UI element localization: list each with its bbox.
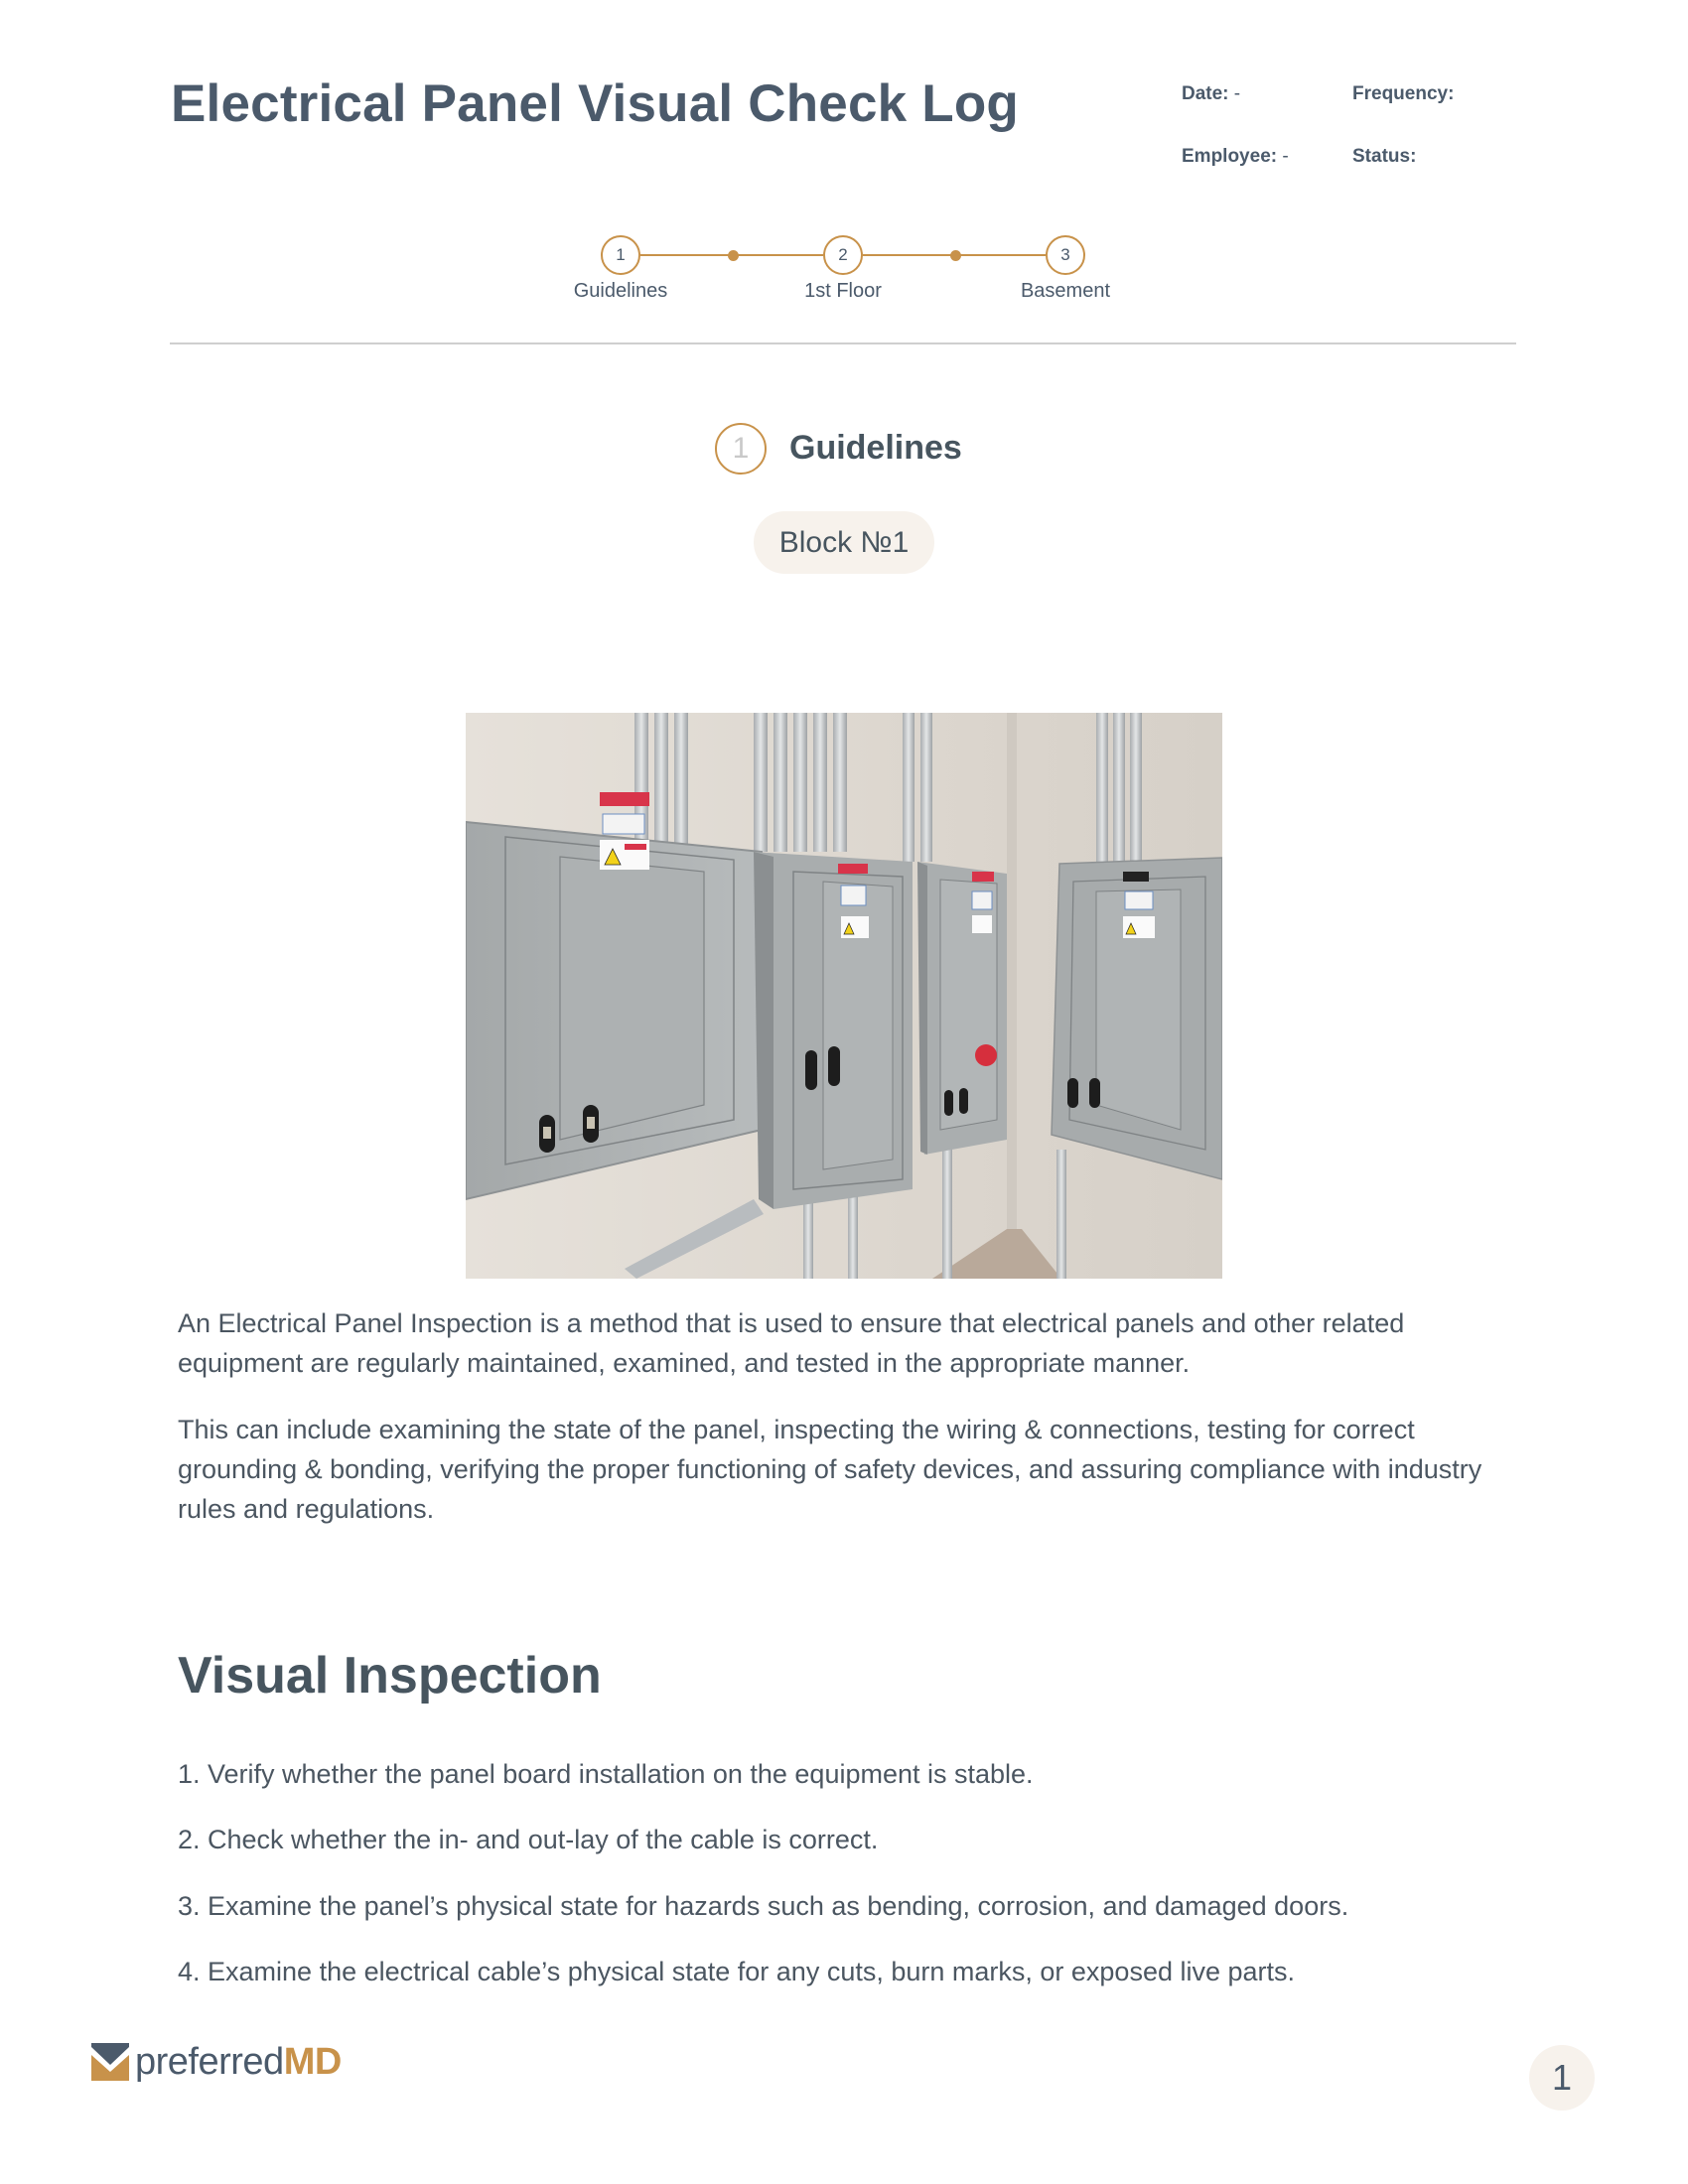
block-badge [754, 511, 934, 574]
intro-paragraph-2: This can include examining the state of the panel, inspecting the wiring & connections, testing for correct grounding & bonding, verifying the proper functioning of safety devices, and assuring compliance with industry rules and regulations. [178, 1415, 1482, 1524]
header-divider [170, 342, 1516, 344]
status-label: Status: [1352, 146, 1417, 167]
checklist-item: 2. Check whether the in- and out-lay of the cable is correct. [178, 1825, 879, 1854]
checklist-item: 4. Examine the electrical cable’s physical state for any cuts, burn marks, or exposed live parts. [178, 1957, 1296, 1986]
page-number: 1 [1551, 2057, 1573, 2098]
date-label: Date: [1182, 83, 1229, 104]
step-3[interactable] [1046, 235, 1085, 275]
step-label-1st-floor[interactable]: 1st Floor [804, 280, 882, 302]
panels-illustration [466, 713, 1222, 1279]
visual-inspection-heading: Visual Inspection [178, 1647, 602, 1705]
section-number-badge [715, 423, 767, 475]
logo-check-icon [91, 2043, 129, 2081]
intro-paragraph-1: An Electrical Panel Inspection is a method that is used to ensure that electrical panels and other related equipment are regularly maintained, examined, and tested in the appropriate manner. [178, 1308, 1405, 1378]
page-number-badge [1529, 2045, 1595, 2111]
block-label: Block №1 [778, 525, 910, 559]
checklist-item: 3. Examine the panel’s physical state for hazards such as bending, corrosion, and damaged doors. [178, 1891, 1349, 1921]
step-label-basement[interactable]: Basement [1020, 280, 1111, 302]
step-label-guidelines[interactable]: Guidelines [573, 280, 668, 302]
step-number: 1 [616, 245, 626, 264]
frequency-label: Frequency: [1352, 83, 1455, 104]
step-dot-1 [728, 250, 739, 261]
logo-wordmark [135, 2041, 342, 2084]
step-number: 2 [838, 245, 848, 264]
step-2[interactable] [823, 235, 863, 275]
progress-stepper [0, 0, 1688, 318]
section-title: Guidelines [789, 429, 962, 467]
step-number: 3 [1060, 245, 1070, 264]
electrical-panels-photo [466, 713, 1222, 1279]
employee-label: Employee: [1182, 146, 1278, 167]
employee-value: - [1282, 146, 1289, 167]
logo-text-preferred: preferred [135, 2040, 284, 2083]
step-1[interactable] [601, 235, 640, 275]
checklist-item: 1. Verify whether the panel board installation on the equipment is stable. [178, 1759, 1034, 1789]
step-dot-2 [950, 250, 961, 261]
preferredmd-logo [91, 2041, 342, 2083]
section-number: 1 [732, 432, 750, 465]
date-value: - [1233, 83, 1241, 104]
logo-text-md: MD [283, 2040, 342, 2083]
page-title: Electrical Panel Visual Check Log [171, 74, 1019, 133]
